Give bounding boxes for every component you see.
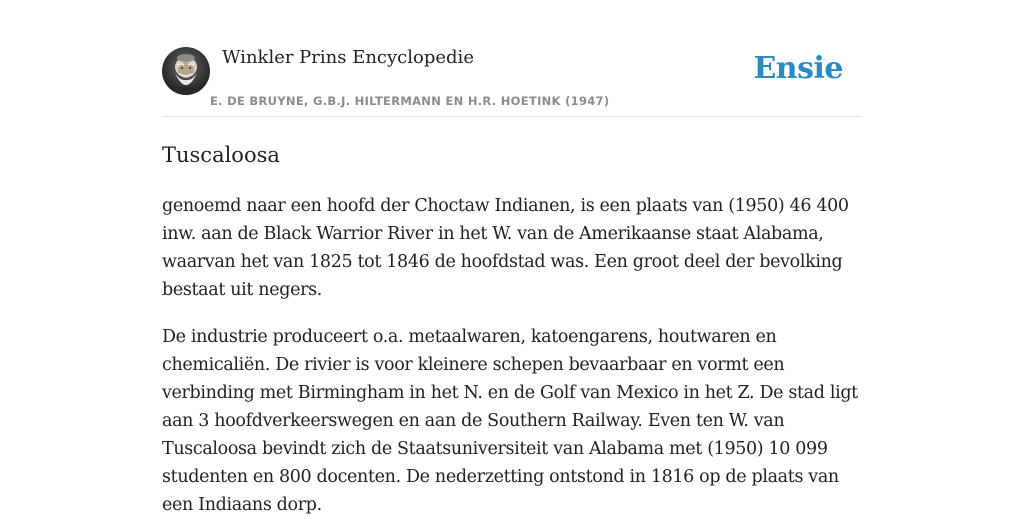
source-authors: E. DE BRUYNE, G.B.J. HILTERMANN EN H.R. HOETINK (1947) xyxy=(210,94,610,108)
article-title: Tuscaloosa xyxy=(162,143,280,167)
source-title[interactable]: Winkler Prins Encyclopedie xyxy=(222,47,474,68)
brand-logo[interactable]: Ensie xyxy=(753,51,843,86)
article-paragraph: genoemd naar een hoofd der Choctaw Indianen, is een plaats van (1950) 46 400 inw. aan de Black Warrior River in het W. van de Amerikaanse staat Alabama, waarvan het van 1825 tot 1846 de hoofdstad was. Een groot deel der bevolking bestaat uit negers. xyxy=(162,196,849,300)
source-header xyxy=(162,0,862,117)
page-content xyxy=(162,0,862,515)
article-paragraph: De industrie produceert o.a. metaalwaren, katoengarens, houtwaren en chemicaliën. De rivier is voor kleinere schepen bevaarbaar en vormt een verbinding met Birmingham in het N. en de Golf van Mexico in het Z. De stad ligt aan 3 hoofdverkeerswegen en aan de Southern Railway. Even ten W. van Tuscaloosa bevindt zich de Staatsuniversiteit van Alabama met (1950) 10 099 studenten en 800 docenten. De nederzetting ontstond in 1816 op de plaats van een Indiaans dorp. xyxy=(162,327,858,515)
author-avatar-icon[interactable] xyxy=(162,47,210,95)
